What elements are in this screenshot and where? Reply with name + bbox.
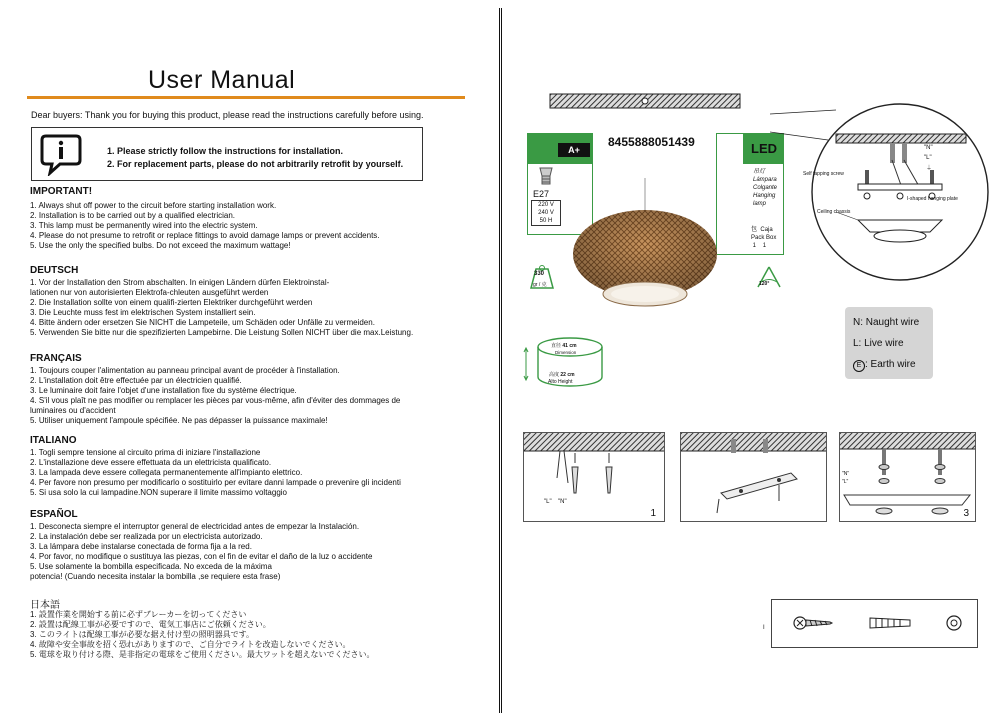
list-item: 1. 設置作業を開始する前に必ずブレーカーを切ってください xyxy=(30,610,247,619)
ceiling-canopy-drawing xyxy=(549,90,741,112)
wall-plug-icon xyxy=(870,618,910,628)
voltage-value: 50 H xyxy=(539,218,553,224)
pack-word: Box xyxy=(766,235,777,241)
list-item: 5. Use the only the specified bulbs. Do not exceed the maximum wattage! xyxy=(30,241,291,250)
chassis-label: Ceiling chassis xyxy=(817,209,851,215)
washer-icon xyxy=(947,616,961,630)
step-2-drawing xyxy=(681,433,826,521)
list-item: 2. L'installazione deve essere effettuata da un elettricista qualificato. xyxy=(30,458,272,467)
list-item: 4. 故障や安全事故を招く恐れがありますので、ご自分でライトを改造しないでください。 xyxy=(30,640,351,649)
section-heading-francais: FRANÇAIS xyxy=(30,353,82,364)
list-item: 4. Per favore non presumo per modificarlo o sostituirlo per evitare danni lampade o prevenire gli incidenti xyxy=(30,478,401,487)
plate-label: I-shaped hanging plate xyxy=(907,196,958,202)
section-heading-italiano: ITALIANO xyxy=(30,435,77,446)
list-item: 5. Si usa solo la cui lampadine.NON superare il limite massimo voltaggio xyxy=(30,488,287,497)
section-list-espanol xyxy=(30,522,372,582)
left-page xyxy=(0,0,497,713)
section-list-important xyxy=(30,201,380,251)
step-number: 1 xyxy=(650,508,656,519)
lamp-name: Colgante xyxy=(753,185,778,191)
dimension-label: Dimension xyxy=(555,350,577,355)
list-item: 5. Verwenden Sie bitte nur die spezifizierten Lampebirne. Die Leistung Sollen NICHT über die max.Leistung. xyxy=(30,328,414,337)
bulb-icon xyxy=(536,166,556,188)
list-item: 3. Die Leuchte muss fest im elektrischen System installiert sein. xyxy=(30,308,256,317)
earth-icon: ⏚ xyxy=(926,166,933,172)
list-item: 4. S'il vous plaît ne pas modifier ou remplacer les pièces par vous-même, afin d'éviter des dommages de xyxy=(30,396,401,405)
list-item: 2. 設置は配線工事が必要ですので、電気工事店にご依頼ください。 xyxy=(30,620,271,629)
beam-angle: 120° xyxy=(759,281,770,287)
weight-unit: gr / 克 xyxy=(533,282,547,288)
dear-buyers-text: Dear buyers: Thank you for buying this product, please read the instructions carefully before using. xyxy=(31,110,424,120)
diameter-cn: 直径 xyxy=(551,343,562,349)
list-item: 3. La lámpara debe instalarse conectada de forma fija a la red. xyxy=(30,542,252,551)
hardware-mark: I xyxy=(763,625,765,631)
screw-label: Self tapping screw xyxy=(803,171,844,177)
pendant-lamp-drawing xyxy=(570,178,720,318)
detail-n-label: "N" xyxy=(924,145,933,151)
earth-circle-icon: E xyxy=(853,360,865,372)
pack-word: Pack xyxy=(751,235,765,241)
voltage-value: 220 V xyxy=(538,202,554,208)
wiring-detail-drawing xyxy=(770,100,995,290)
hardware-drawing xyxy=(772,600,977,647)
step-3-drawing xyxy=(840,433,975,521)
list-item: 2. La instalación debe ser realizada por un electricista autorizado. xyxy=(30,532,263,541)
list-item: 3. La lampada deve essere collegata permanentemente all'impianto elettrico. xyxy=(30,468,303,477)
pack-label: 包 xyxy=(751,227,758,233)
step-3-l-label: "L" xyxy=(842,479,849,485)
pack-label: Caja xyxy=(760,227,773,233)
height-label-line xyxy=(549,371,575,378)
list-item: 4. Bitte ändern oder ersetzen Sie NICHT die Lampeteile, um Schäden oder Unfälle zu vermeiden. xyxy=(30,318,375,327)
led-label: LED xyxy=(751,141,777,156)
product-sku: 8455888051439 xyxy=(608,135,695,149)
page-divider xyxy=(499,8,502,713)
list-item: 1. Vor der Installation den Strom abschalten. In einigen Ländern dürfen Elektroinstal- xyxy=(30,278,330,287)
install-step-2 xyxy=(680,432,827,522)
step-1-n-label: "N" xyxy=(558,499,567,505)
legend-naught: N: Naught wire xyxy=(853,317,920,328)
list-item: 2. L'installation doit être effectuée par un électricien qualifié. xyxy=(30,376,242,385)
list-item: luminaires ou d'accident xyxy=(30,406,116,415)
list-item: 2. Die Installation sollte von einem qualifi-zierten Elektriker durchgeführt werden xyxy=(30,298,313,307)
height-label: Alto Height xyxy=(548,379,573,385)
step-1-l-label: "L" xyxy=(544,499,552,505)
install-step-1 xyxy=(523,432,665,522)
list-item: lationen nur von autorisierten Elektrofa-chleuten ausgeführt werden xyxy=(30,288,269,297)
list-item: 3. This lamp must be permanently wired into the electric system. xyxy=(30,221,258,230)
notice-box xyxy=(31,127,423,181)
height-value: 22 cm xyxy=(560,372,575,378)
list-item: 5. Utiliser uniquement l'ampoule spécifiée. Ne pas dépasser la puissance maximale! xyxy=(30,416,328,425)
energy-class-badge: A+ xyxy=(558,143,590,157)
lamp-name: lamp xyxy=(753,201,767,207)
list-item: 1. Toujours couper l'alimentation au panneau principal avant de procéder à l'installation. xyxy=(30,366,340,375)
weight-value: 330 xyxy=(534,271,545,277)
voltage-box xyxy=(531,200,561,226)
info-bubble-icon xyxy=(40,132,82,176)
legend-earth-text: : Earth wire xyxy=(865,359,916,370)
section-list-japanese xyxy=(30,610,375,660)
pack-count: 1 xyxy=(762,243,767,249)
list-item: 4. Por favor, no modifique o sustituya las piezas, con el fin de evitar el daño de la luz o accidente xyxy=(30,552,373,561)
lamp-name: Hanging xyxy=(753,193,776,199)
bulb-type: E27 xyxy=(533,189,550,199)
section-heading-japanese: 日本語 xyxy=(30,600,60,611)
diameter-value: 41 cm xyxy=(562,343,577,349)
list-item: 5. Use solamente la bombilla especificada. No exceda de la máxima xyxy=(30,562,272,571)
lamp-name: Lámpara xyxy=(753,177,777,183)
list-item: 2. Installation is to be carried out by a qualified electrician. xyxy=(30,211,236,220)
list-item: potencia! (Cuando necesita instalar la bombilla ,se requiere esta frase) xyxy=(30,572,281,581)
list-item: 5. 電球を取り付ける際、是非指定の電球をご使用ください。最大ワットを超えないでください。 xyxy=(30,650,375,659)
section-list-deutsch xyxy=(30,278,413,338)
step-1-drawing xyxy=(524,433,664,521)
list-item: 1. Desconecta siempre el interruptor general de electricidad antes de empezar la Instalación. xyxy=(30,522,360,531)
title-rule xyxy=(27,96,465,99)
list-item: 4. Please do not presume to retrofit or replace fittings to avoid damage lamps or prevent accidents. xyxy=(30,231,380,240)
step-number: 3 xyxy=(963,508,969,519)
section-heading-espanol: ESPAÑOL xyxy=(30,509,78,520)
section-heading-important: IMPORTANT! xyxy=(30,186,93,197)
notice-line-2: 2. For replacement parts, please do not arbitrarily retrofit by yourself. xyxy=(107,159,404,169)
height-cn: 高度 xyxy=(549,372,560,378)
install-step-3 xyxy=(839,432,976,522)
lamp-name: 吊灯 xyxy=(753,169,766,175)
list-item: 3. Le luminaire doit faire l'objet d'une installation fixe du système électrique. xyxy=(30,386,297,395)
page-title: User Manual xyxy=(148,66,296,94)
hardware-box xyxy=(771,599,978,648)
voltage-value: 240 V xyxy=(538,210,554,216)
diameter-label xyxy=(551,342,577,349)
step-3-n-label: "N" xyxy=(842,471,850,477)
section-list-francais xyxy=(30,366,400,426)
legend-live: L: Live wire xyxy=(853,338,904,349)
notice-line-1: 1. Please strictly follow the instructions for installation. xyxy=(107,146,344,156)
list-item: 3. このライトは配線工事が必要な据え付け型の照明器具です。 xyxy=(30,630,255,639)
pack-count: 1 xyxy=(752,243,757,249)
screw-icon xyxy=(794,617,832,629)
detail-l-label: "L" xyxy=(924,155,932,161)
wire-legend xyxy=(845,307,933,379)
legend-earth xyxy=(853,359,916,372)
list-item: 1. Always shut off power to the circuit before starting installation work. xyxy=(30,201,277,210)
list-item: 1. Togli sempre tensione al circuito prima di iniziare l'installazione xyxy=(30,448,261,457)
section-heading-deutsch: DEUTSCH xyxy=(30,265,79,276)
section-list-italiano xyxy=(30,448,401,498)
